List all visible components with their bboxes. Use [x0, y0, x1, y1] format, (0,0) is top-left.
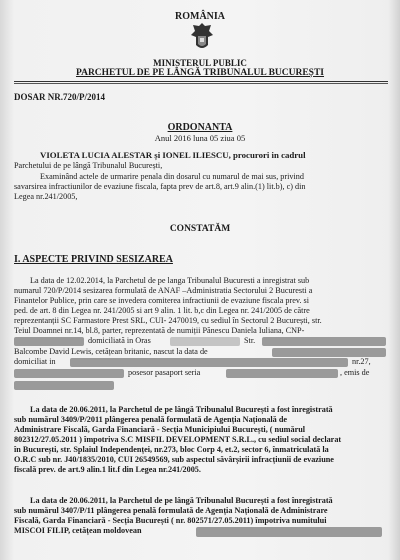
redaction-block — [272, 348, 386, 357]
intro-line-1: VIOLETA LUCIA ALESTAR și IONEL ILIESCU, procurori in cadrul — [40, 150, 306, 160]
p2-line-1: La data de 20.06.2011, la Parchetul de pe lângă Tribunalul București a fost înregistrată — [30, 405, 333, 414]
constatam-heading: CONSTATĂM — [169, 224, 231, 234]
page-edge-shadow — [388, 0, 400, 560]
order-title: ORDONANTA — [167, 122, 233, 133]
p1-line-9b: nr.27, — [352, 357, 371, 366]
p2-line-5: în București, str. Splaiul Independenței, nr.273, bloc Corp 4, et.2, sector 6, înmatriculată la — [14, 445, 329, 454]
p1-line-7a: domiciliată in Oras — [88, 336, 151, 345]
p2-line-6: O.R.C sub nr. J40/1835/2010, CUI 26549569, sub aspectul săvârșirii infracțiunii de evaziune — [14, 455, 334, 464]
intro-line-4: savarsirea infractiunilor de evaziune fiscala, fapta prev de art.8, art.9 alin.(1) lit.b), c) din — [14, 182, 306, 191]
header-divider-secondary — [14, 83, 388, 84]
redaction-block — [14, 369, 124, 378]
redaction-block — [14, 381, 114, 390]
parquet-heading: PARCHETUL DE PE LÂNGĂ TRIBUNALUL BUCUREȘTI — [75, 68, 325, 78]
section-heading: I. ASPECTE PRIVIND SESIZAREA — [14, 254, 173, 265]
p2-line-2: sub numărul 3409/P/2011 plângerea penală formulată de Agenția Națională de — [14, 415, 288, 424]
p1-line-7b: Str. — [244, 336, 256, 345]
redaction-block — [262, 337, 386, 346]
intro-line-5: Legea nr.241/2005, — [14, 192, 78, 201]
p1-line-6: Teiul Doamnei nr.14, bl.8, parter, reprezentată de numiții Pănescu Daniela Iuliana, CNP- — [14, 326, 305, 335]
p1-line-4: ped. de art. 8 din Legea nr. 241/2005 si art 9 alin. 1 lit. b,c din Legea nr. 241/2005 de către — [14, 306, 310, 315]
dossier-number: DOSAR NR.720/P/2014 — [14, 92, 106, 102]
p1-line-2: numarul 720/P/2014 sesizarea formulată de ANAF –Administratia Sectorului 2 Bucuresti a — [14, 286, 313, 295]
coat-of-arms-icon — [189, 22, 215, 52]
p1-line-10a: posesor pasaport seria — [128, 368, 201, 377]
p2-line-3: Administrare Fiscală, Garda Financiară - Secția Municipiului București, ( numărul — [14, 425, 306, 434]
p3-line-4: MISCOI FILIP, cetățean moldovean — [14, 526, 142, 535]
p3-line-1: La data de 20.06.2011, la Parchetul de pe lângă Tribunalul București a fost înregistrată — [30, 496, 333, 505]
p1-line-1: La data de 12.02.2014, la Parchetul de pe langa Tribunalul Bucuresti a inregistrat sub — [30, 276, 310, 285]
p2-line-4: 802312/27.05.2011 ) împotriva S.C MISFIL DEVELOPMENT S.R.L., cu sediul social declarat — [14, 435, 342, 444]
order-date: Anul 2016 luna 05 ziua 05 — [154, 133, 246, 143]
p1-line-8: Balcombe David Lewis, cetățean britanic, nascut la data de — [14, 347, 208, 356]
p3-line-3: Fiscală, Garda Financiară - Secția București ( nr. 802571/27.05.2011) împotriva numitului — [14, 516, 327, 525]
ministry-heading: MINISTERUL PUBLIC — [153, 58, 247, 68]
intro-line-3: Examinând actele de urmarire penala din dosarul cu numarul de mai sus, privind — [40, 172, 304, 181]
country-heading: ROMÂNIA — [175, 11, 225, 22]
redaction-block — [14, 337, 84, 346]
p1-line-9a: domiciliat in — [14, 357, 56, 366]
redaction-block — [226, 369, 338, 378]
p2-line-7: fiscală prev. de art.9 alin.1 lit.f din Legea nr.241/2005. — [14, 465, 201, 474]
redaction-block — [170, 337, 240, 346]
p1-line-3: Finantelor Publice, prin care se invedera comiterea infractiunii de evaziune fiscala prev. si — [14, 296, 310, 305]
redaction-block — [196, 527, 382, 537]
p1-line-5: reprezentanții SC Farmastore Prest SRL, CUI- 2470019, cu sediul în Sectorul 2 București, str. — [14, 316, 322, 325]
intro-line-2: Parchetului de pe lângă Tribunalul București, — [14, 161, 163, 170]
redaction-block — [70, 358, 348, 367]
p3-line-2: sub numărul 3407/P/11 plângerea penală formulată de Agenția Națională de Administrare — [14, 506, 328, 515]
header-divider — [14, 81, 388, 82]
p1-line-10b: , emis de — [340, 368, 370, 377]
